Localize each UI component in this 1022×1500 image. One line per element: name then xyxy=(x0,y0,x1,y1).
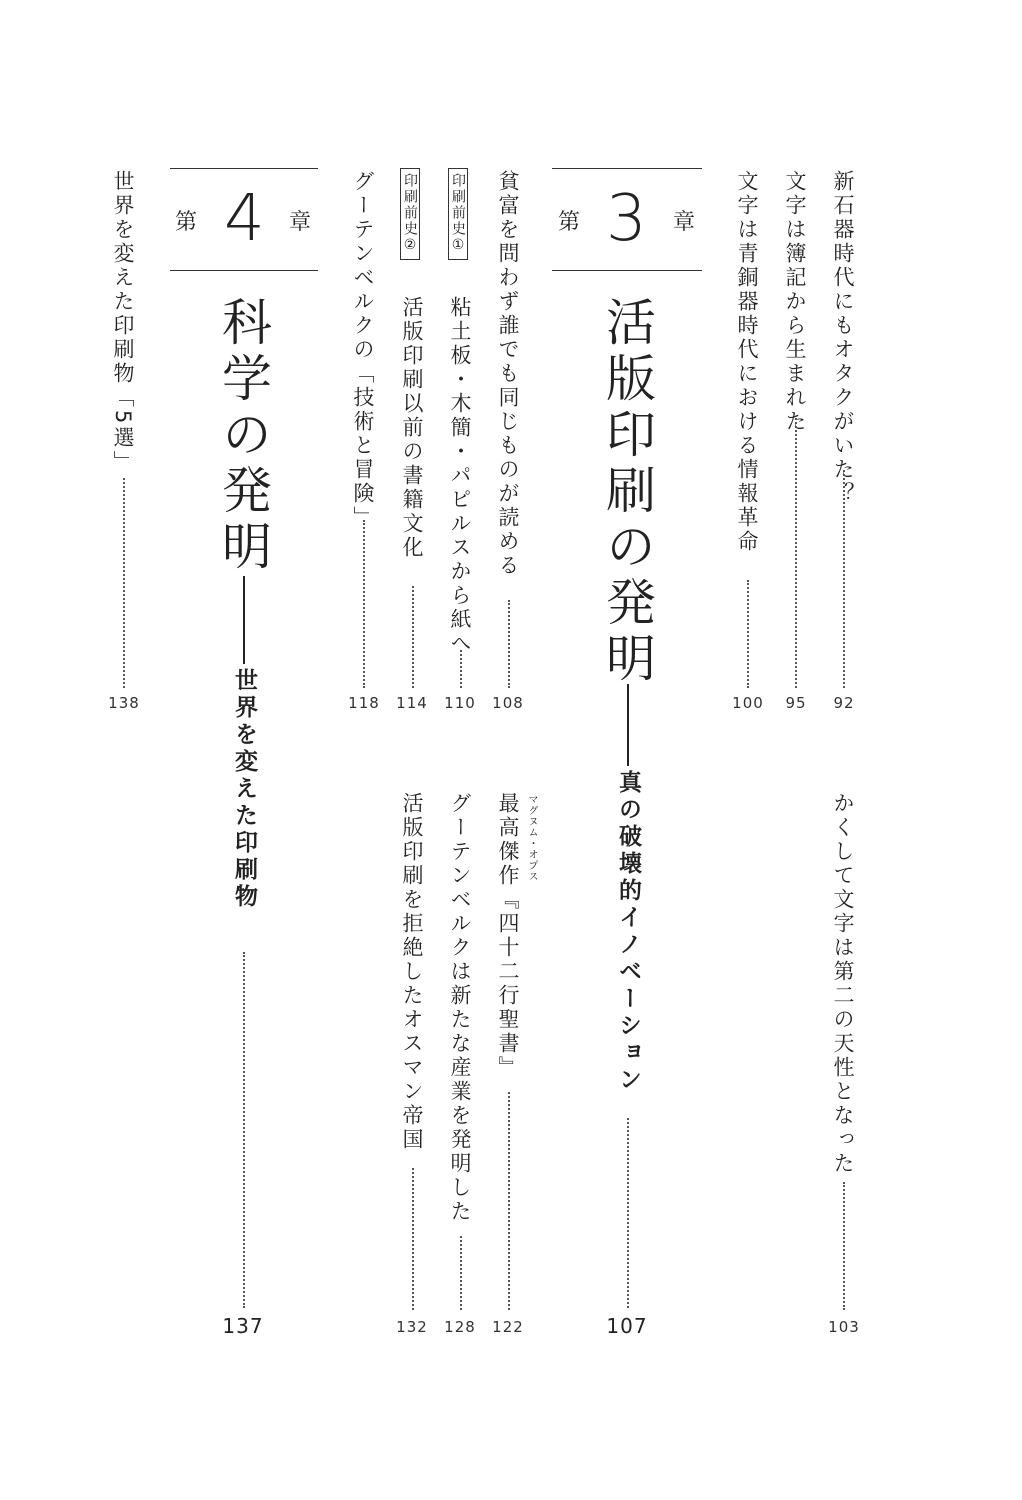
page-number: 132 xyxy=(396,1318,428,1336)
chapter-label-dai: 第 xyxy=(175,210,198,235)
leader-dots xyxy=(412,586,414,688)
chapter-rule-bottom xyxy=(170,270,318,271)
toc-entry-clay-to-paper[interactable]: 粘土板・木簡・パピルスから紙へ xyxy=(448,296,472,656)
leader-dots xyxy=(508,1092,510,1310)
page-number: 122 xyxy=(492,1318,524,1336)
leader-dots xyxy=(843,470,845,688)
leader-dots xyxy=(243,952,245,1308)
page-number: 92 xyxy=(833,694,855,712)
leader-dots xyxy=(363,520,365,688)
leader-dots xyxy=(795,418,797,688)
chapter-subtitle: 真の破壊的イノベーション xyxy=(615,770,641,1094)
leader-dots xyxy=(627,1118,629,1308)
leader-dots xyxy=(508,600,510,688)
prehistory-tag: 印刷前史① xyxy=(448,168,468,260)
leader-dots xyxy=(747,580,749,688)
leader-dots xyxy=(460,1236,462,1310)
chapter-title[interactable]: 活版印刷の発明 xyxy=(598,296,656,688)
chapter-label-dai: 第 xyxy=(558,210,581,235)
leader-dots xyxy=(843,1182,845,1310)
leader-dots xyxy=(123,478,125,688)
chapter-title[interactable]: 科学の発明 xyxy=(214,296,272,576)
toc-entry-second-nature[interactable]: かくして文字は第二の天性となった xyxy=(831,792,855,1176)
chapter-rule-top xyxy=(552,168,702,169)
chapter-number: 3 xyxy=(606,182,647,256)
page-number: 138 xyxy=(108,694,140,712)
toc-entry-gutenberg-new-industry[interactable]: グーテンベルクは新たな産業を発明した xyxy=(448,792,472,1224)
page-number: 95 xyxy=(785,694,807,712)
page-number: 103 xyxy=(828,1318,860,1336)
toc-entry-book-culture[interactable]: 活版印刷以前の書籍文化 xyxy=(400,296,424,560)
page-number: 114 xyxy=(396,694,428,712)
leader-dots xyxy=(412,1168,414,1310)
toc-entry-42-line-bible[interactable]: 最高傑作『四十二行聖書』 xyxy=(496,792,520,1080)
toc-entry-rich-and-poor-read[interactable]: 貧富を問わず誰でも同じものが読める xyxy=(496,170,520,578)
toc-entry-neolithic-otaku[interactable]: 新石器時代にもオタクがいた？ xyxy=(831,170,855,506)
chapter-label-sho: 章 xyxy=(289,210,312,235)
chapter-page-number: 107 xyxy=(606,1314,648,1338)
page-number: 118 xyxy=(348,694,380,712)
toc-entry-ottoman-rejection[interactable]: 活版印刷を拒絶したオスマン帝国 xyxy=(400,792,424,1152)
title-dash xyxy=(243,576,245,664)
toc-entry-writing-from-bookkeeping[interactable]: 文字は簿記から生まれた xyxy=(783,170,807,434)
chapter-subtitle: 世界を変えた印刷物 xyxy=(231,668,257,911)
chapter-number: 4 xyxy=(224,182,265,256)
chapter-page-number: 137 xyxy=(222,1314,264,1338)
toc-entry-gutenberg-tech-adventure[interactable]: グーテンベルクの「技術と冒険」 xyxy=(351,170,375,530)
chapter-rule-bottom xyxy=(552,270,702,271)
toc-entry-five-printed-works[interactable]: 世界を変えた印刷物「5選」 xyxy=(111,170,135,475)
leader-dots xyxy=(460,650,462,688)
page-number: 110 xyxy=(444,694,476,712)
chapter-rule-top xyxy=(170,168,318,169)
chapter-label-sho: 章 xyxy=(673,210,696,235)
ruby-reading: マグヌム・オプス xyxy=(526,794,537,882)
page-number: 108 xyxy=(492,694,524,712)
toc-entry-bronze-age-info-revolution[interactable]: 文字は青銅器時代における情報革命 xyxy=(735,170,759,554)
prehistory-tag: 印刷前史② xyxy=(400,168,420,260)
title-dash xyxy=(627,684,629,766)
page-number: 128 xyxy=(444,1318,476,1336)
page-number: 100 xyxy=(732,694,764,712)
